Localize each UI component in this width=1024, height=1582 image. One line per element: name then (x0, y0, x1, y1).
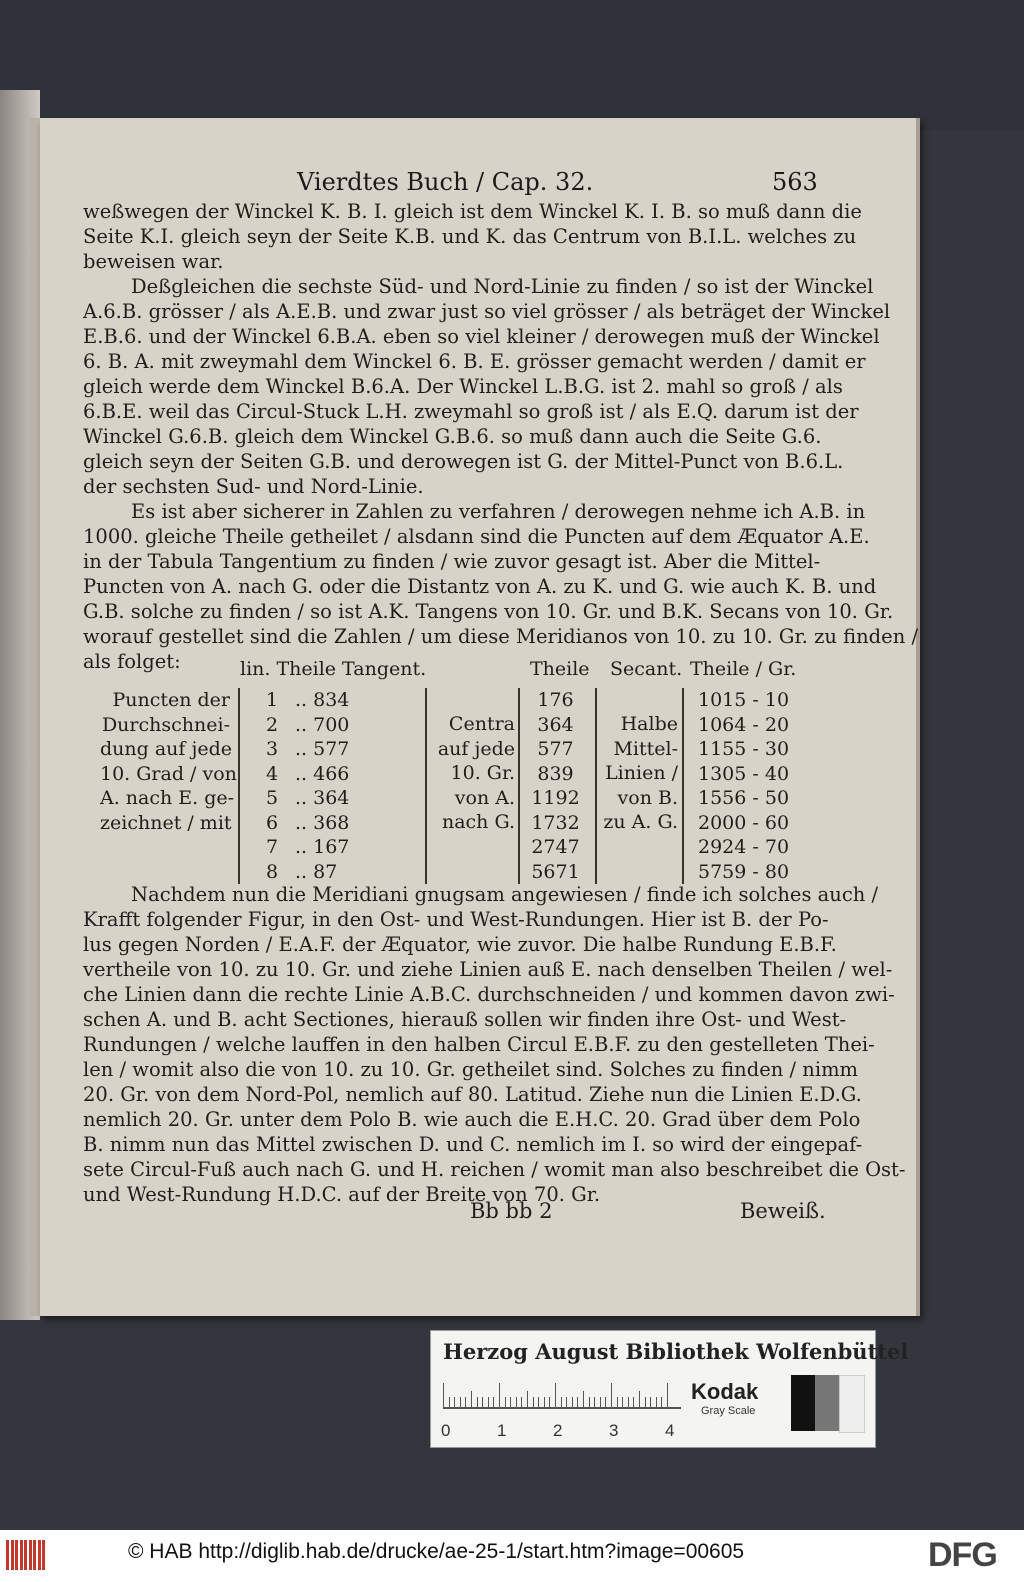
left-label: A. nach E. ge- (100, 787, 235, 809)
ruler-tick (650, 1397, 651, 1407)
lin-value: 6 (265, 811, 279, 834)
ruler-tick (527, 1391, 528, 1407)
secant-value: 5759 - 80 (698, 860, 790, 883)
centra-value: 5671 (531, 860, 580, 883)
black-swatch (791, 1375, 815, 1431)
ruler-tick (538, 1397, 539, 1407)
signature-mark: Bb bb 2 (470, 1199, 553, 1223)
left-label-column (100, 688, 237, 835)
text-line: Seite K.I. gleich seyn der Seite K.B. und K. das Centrum von B.I.L. welches zu (83, 225, 857, 248)
secant-value: 1305 - 40 (698, 762, 790, 785)
ruler-tick (510, 1397, 511, 1407)
text-line: und West-Rundung H.D.C. auf der Breite von 70. Gr. (83, 1183, 601, 1206)
text-line: der sechsten Sud- und Nord-Linie. (83, 475, 424, 498)
halbe-label: zu A. G. (603, 811, 678, 833)
centra-label-column (430, 712, 515, 835)
centra-value: 2747 (531, 836, 580, 858)
catchword: Beweiß. (740, 1199, 826, 1223)
secant-value: 1556 - 50 (698, 787, 790, 809)
ruler-tick (505, 1397, 506, 1407)
ruler-tick (661, 1397, 662, 1407)
measuring-ruler (443, 1381, 681, 1409)
text-line: Krafft folgender Figur, in den Ost- und West-Rundungen. Hier ist B. der Po- (83, 908, 829, 931)
ruler-tick (443, 1383, 444, 1407)
text-line: sete Circul-Fuß auch nach G. und H. reichen / womit man also beschreibet die Ost- (83, 1158, 906, 1181)
gray-scale-label: Gray Scale (701, 1405, 756, 1417)
logo-stripe (33, 1540, 36, 1570)
brace (238, 688, 240, 884)
ruler-tick (555, 1383, 556, 1407)
centra-value: 577 (537, 738, 574, 760)
halbe-label: Linien / (605, 762, 678, 784)
ruler-tick (544, 1397, 545, 1407)
ruler-tick (449, 1397, 450, 1407)
left-label: Puncten der (112, 689, 230, 711)
brace (682, 688, 684, 884)
ruler-tick (600, 1397, 601, 1407)
running-header: Vierdtes Buch / Cap. 32. (297, 168, 594, 196)
ruler-tick (594, 1397, 595, 1407)
lin-value: 4 (265, 762, 279, 785)
text-line: gleich werde dem Winckel B.6.A. Der Winckel L.B.G. ist 2. mahl so groß / als (83, 375, 843, 398)
centra-value: 1192 (531, 787, 580, 809)
text-line: Es ist aber sicherer in Zahlen zu verfahren / derowegen nehme ich A.B. in (131, 500, 866, 523)
scale-number: 3 (609, 1421, 619, 1440)
meridian-table (90, 658, 820, 888)
ruler-tick (460, 1397, 461, 1407)
text-line: 1000. gleiche Theile getheilet / alsdann sind die Puncten auf dem Æquator A.E. (83, 525, 870, 548)
lin-value: 2 (265, 713, 279, 736)
centra-value: 364 (537, 713, 574, 736)
centra-value: 1732 (531, 811, 580, 834)
text-line: gleich seyn der Seiten G.B. und derowegen ist G. der Mittel-Punct von B.6.L. (83, 450, 844, 473)
ruler-tick (656, 1397, 657, 1407)
ruler-tick (645, 1397, 646, 1407)
text-line: G.B. solche zu finden / so ist A.K. Tangens von 10. Gr. und B.K. Secans von 10. Gr. (83, 600, 894, 623)
scale-number: 0 (441, 1421, 451, 1440)
ruler-tick (605, 1397, 606, 1407)
ruler-tick (521, 1397, 522, 1407)
logo-stripe (20, 1540, 23, 1570)
text-line: che Linien dann die rechte Linie A.B.C. durchschneiden / und kommen davon zwi- (83, 983, 895, 1006)
text-line: 20. Gr. von dem Nord-Pol, nemlich auf 80. Latitud. Ziehe nun die Linien E.D.G. (83, 1083, 862, 1106)
secant-value: 2924 - 70 (698, 836, 790, 858)
ruler-tick (499, 1383, 500, 1407)
centra-label: Centra (448, 713, 515, 735)
ruler-tick (667, 1383, 668, 1407)
logo-stripe (6, 1540, 9, 1570)
hab-barcode-icon (6, 1540, 48, 1570)
ruler-tick (583, 1391, 584, 1407)
text-line: in der Tabula Tangentium zu finden / wie zuvor gesagt ist. Aber die Mittel- (83, 550, 821, 573)
text-line: Deßgleichen die sechste Süd- und Nord-Linie zu finden / so ist der Winckel (131, 275, 874, 298)
library-name: Herzog August Bibliothek Wolfenbüttel (443, 1339, 909, 1364)
centra-value: 839 (537, 762, 574, 785)
ruler-tick (477, 1397, 478, 1407)
header-secant: Secant. (610, 658, 683, 680)
text-line: A.6.B. grösser / als A.E.B. und zwar just so viel grösser / als beträget der Winckel (83, 300, 891, 323)
logo-stripe (15, 1540, 18, 1570)
scale-number: 4 (665, 1421, 675, 1440)
text-line: lus gegen Norden / E.A.F. der Æquator, wie zuvor. Die halbe Rundung E.B.F. (83, 933, 837, 956)
text-line: B. nimm nun das Mittel zwischen D. und C. nemlich im I. so wird der eingepaf- (83, 1133, 863, 1156)
centra-label: auf jede (437, 737, 515, 760)
logo-stripe (11, 1540, 14, 1570)
kodak-logo: Kodak (691, 1379, 759, 1404)
brace (425, 688, 427, 884)
logo-stripe (42, 1540, 45, 1570)
ruler-tick (549, 1397, 550, 1407)
centra-label: 10. Gr. (450, 762, 515, 784)
ruler-tick (533, 1397, 534, 1407)
logo-stripe (38, 1540, 41, 1570)
tangent-value: .. 167 (295, 836, 350, 858)
page-number: 563 (772, 168, 818, 196)
ruler-tick (633, 1397, 634, 1407)
footer-bar (0, 1530, 1024, 1582)
tangent-value: .. 834 (295, 689, 350, 711)
ruler-tick (639, 1391, 640, 1407)
centra-value: 176 (537, 689, 574, 711)
lin-value: 5 (265, 787, 279, 809)
ruler-tick (611, 1383, 612, 1407)
left-label: zeichnet / mit (100, 811, 232, 834)
text-line: weßwegen der Winckel K. B. I. gleich ist dem Winckel K. I. B. so muß dann die (83, 200, 862, 223)
tangent-value: .. 700 (295, 713, 350, 736)
lin-column (262, 688, 282, 884)
lin-value: 8 (265, 860, 279, 883)
ruler-tick (516, 1397, 517, 1407)
text-line: als folget: (83, 650, 181, 673)
text-line: worauf gestellet sind die Zahlen / um diese Meridianos von 10. zu 10. Gr. zu finden / (83, 625, 919, 648)
left-label: dung auf jede (100, 738, 233, 760)
secant-value: 2000 - 60 (698, 811, 790, 834)
lin-value: 1 (265, 689, 279, 711)
halbe-label-column (598, 712, 678, 835)
secant-value: 1155 - 30 (698, 738, 790, 760)
tangent-value: .. 577 (295, 738, 350, 760)
ruler-tick (589, 1397, 590, 1407)
copyright-link[interactable]: © HAB http://diglib.hab.de/drucke/ae-25-1/start.htm?image=00605 (128, 1540, 745, 1563)
centra-values-column (528, 688, 583, 884)
ruler-tick (566, 1397, 567, 1407)
text-line: len / womit also die von 10. zu 10. Gr. getheilet sind. Solches zu finden / nimm (83, 1058, 859, 1081)
tangent-value: .. 466 (295, 762, 350, 785)
ruler-tick (572, 1397, 573, 1407)
left-label: 10. Grad / von (100, 762, 237, 785)
ruler-tick (471, 1391, 472, 1407)
text-line: 6.B.E. weil das Circul-Stuck L.H. zweymahl so groß ist / als E.Q. darum ist der (83, 400, 859, 423)
ruler-tick (493, 1397, 494, 1407)
text-line: Winckel G.6.B. gleich dem Winckel G.B.6. so muß dann auch die Seite G.6. (83, 425, 822, 448)
text-line: nemlich 20. Gr. unter dem Polo B. wie auch die E.H.C. 20. Grad über dem Polo (83, 1108, 861, 1131)
lin-value: 7 (265, 836, 279, 858)
library-color-card (430, 1330, 909, 1448)
ruler-tick (617, 1397, 618, 1407)
ruler-tick (561, 1397, 562, 1407)
header-theile-gr: Theile / Gr. (690, 658, 797, 680)
text-line: Puncten von A. nach G. oder die Distantz von A. zu K. und G. wie auch K. B. und (83, 575, 877, 598)
text-line: E.B.6. und der Winckel 6.B.A. eben so viel kleiner / derowegen muß der Winckel (83, 325, 880, 348)
centra-label: von A. (454, 786, 515, 809)
brace (595, 688, 597, 884)
left-label: Durchschnei- (101, 713, 230, 736)
secant-values-column (698, 688, 808, 884)
ruler-tick (622, 1397, 623, 1407)
centra-label: nach G. (441, 811, 515, 833)
ruler-tick (577, 1397, 578, 1407)
text-line: vertheile von 10. zu 10. Gr. und ziehe Linien auß E. nach denselben Theilen / wel- (83, 958, 893, 981)
halbe-label: von B. (617, 786, 678, 809)
scale-number: 1 (497, 1421, 507, 1440)
scan-background (0, 0, 1024, 130)
brace (518, 688, 520, 884)
tangent-value: .. 87 (295, 860, 338, 883)
text-line: Nachdem nun die Meridiani gnugsam angewiesen / finde ich solches auch / (131, 883, 879, 906)
halbe-label: Mittel- (613, 737, 678, 760)
header-lin-tangent: lin. Theile Tangent. (240, 658, 427, 680)
white-swatch (839, 1375, 865, 1433)
tangent-value: .. 364 (295, 787, 350, 809)
ruler-tick (454, 1397, 455, 1407)
text-line: schen A. und B. acht Sectiones, hierauß sollen wir finden ihre Ost- und West- (83, 1008, 847, 1031)
text-block-1 (83, 199, 919, 674)
gray-swatch (815, 1375, 839, 1431)
ruler-tick (488, 1397, 489, 1407)
text-line: Rundungen / welche lauffen in den halben Circul E.B.F. zu den gestelleten Thei- (83, 1033, 875, 1056)
tangent-value: .. 368 (295, 811, 350, 834)
secant-value: 1015 - 10 (698, 689, 790, 711)
secant-value: 1064 - 20 (698, 713, 790, 736)
text-line: 6. B. A. mit zweymahl dem Winckel 6. B. E. grösser gemacht werden / damit er (83, 350, 866, 373)
header-theile: Theile (530, 658, 590, 680)
lin-value: 3 (265, 738, 279, 760)
ruler-tick (628, 1397, 629, 1407)
dfg-logo: DFG (928, 1536, 997, 1574)
tangent-column (295, 688, 375, 884)
text-block-2 (83, 882, 906, 1207)
scale-number: 2 (553, 1421, 563, 1440)
logo-stripe (24, 1540, 27, 1570)
halbe-label: Halbe (620, 713, 678, 735)
ruler-tick (465, 1397, 466, 1407)
logo-stripe (29, 1540, 32, 1570)
ruler-tick (482, 1397, 483, 1407)
text-line: beweisen war. (83, 250, 224, 273)
